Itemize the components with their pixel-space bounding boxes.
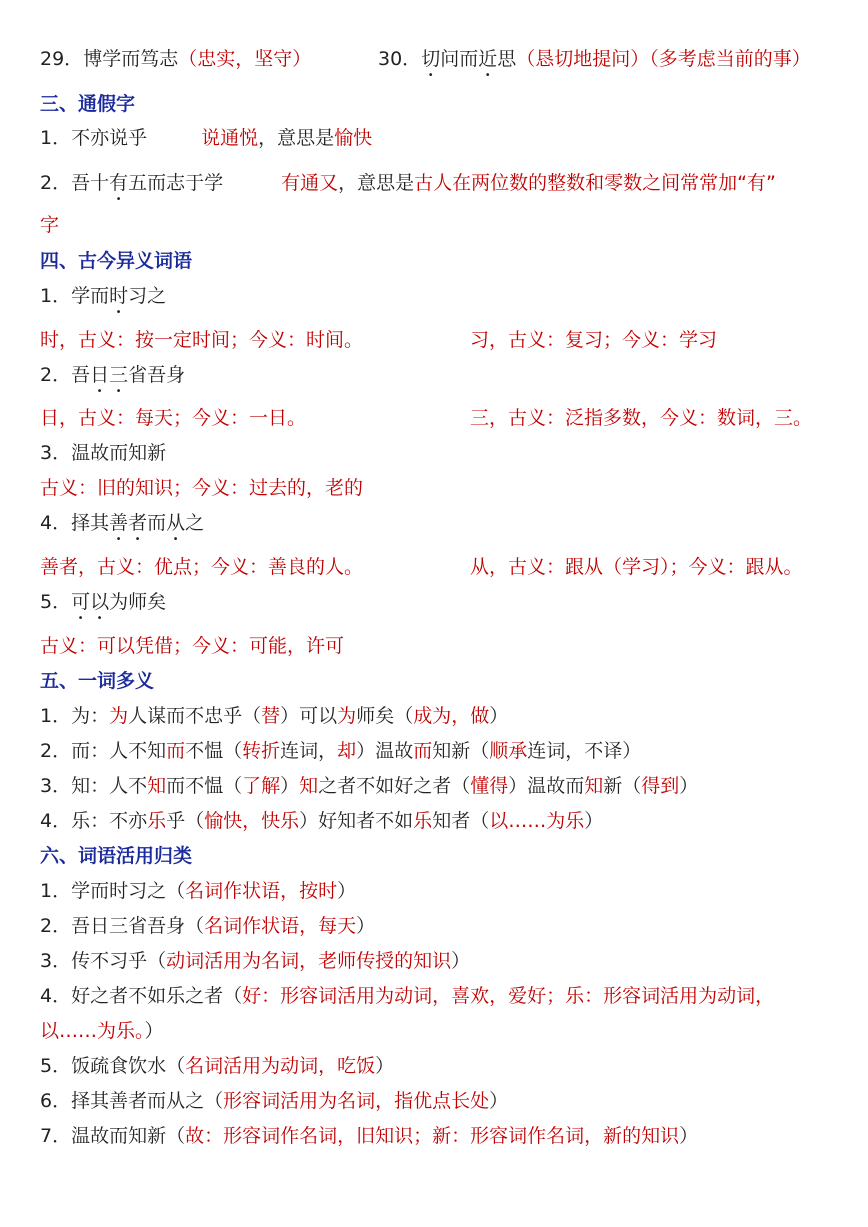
sec6-item-4: [40, 981, 846, 1011]
item-text: ）: [679, 1125, 699, 1147]
sec3-item-2-continued: 字: [40, 214, 60, 236]
item-number: 1．: [40, 880, 72, 902]
emphasis-char: 近: [478, 48, 498, 70]
item-note: 懂得: [470, 775, 509, 797]
item-note: 习，古义：复习；今义：学习: [470, 329, 718, 351]
item-text: 吾日三省吾身（: [71, 915, 205, 937]
item-number: 2．: [40, 364, 72, 386]
item-text: 择其善者而从之（: [71, 1090, 224, 1112]
item-note: 古人在两位数的整数和零数之间常常加“有”: [414, 172, 776, 194]
sec3-item-1: [40, 123, 846, 153]
sec5-item-1: [40, 701, 846, 731]
item-note: 名词作状语，每天: [204, 915, 357, 937]
sec4-item-5-notes: 古义：可以凭借；今义：可能，许可: [40, 635, 345, 657]
item-text: 师矣（: [356, 705, 414, 727]
item-29-30-row: [40, 44, 846, 74]
emphasis-char: 有: [109, 172, 129, 194]
item-number: 1．: [40, 127, 72, 149]
sec4-item-4-notes: [40, 552, 846, 582]
item-number: 4．: [40, 512, 72, 534]
sec4-item-3: [40, 438, 846, 468]
item-text: 而：人不知: [71, 740, 167, 762]
item-number: 2．: [40, 172, 72, 194]
sec5-item-2: [40, 736, 846, 766]
item-number: 5．: [40, 1055, 72, 1077]
item-note: 时，古义：按一定时间；今义：时间。: [40, 329, 364, 351]
item-text: ，意思是: [338, 172, 415, 194]
item-text: 不愠（: [185, 740, 243, 762]
item-number: 1．: [40, 285, 72, 307]
item-text: 温故而知新: [71, 442, 167, 464]
item-text: 之: [185, 512, 205, 534]
item-note: 形容词活用为名词，指优点长处: [223, 1090, 490, 1112]
sec6-item-2: [40, 911, 846, 941]
item-note: 愉快，快乐: [204, 810, 300, 832]
item-text: 而不愠（: [166, 775, 243, 797]
item-note: （恳切地提问）（多考虑当前的事）: [516, 48, 811, 70]
item-number: 2．: [40, 740, 72, 762]
item-text: 思: [497, 48, 517, 70]
item-text: 温故而知新（: [71, 1125, 186, 1147]
item-text: ）: [679, 775, 699, 797]
item-note: 成为，做: [413, 705, 490, 727]
item-text: ）温故: [356, 740, 414, 762]
item-note: 善者，古义：优点；今义：善良的人。: [40, 556, 364, 578]
item-note: 知: [584, 775, 604, 797]
item-text: ）: [584, 810, 604, 832]
item-note: 乐: [147, 810, 167, 832]
emphasis-char: 善者: [109, 512, 148, 534]
sec4-item-3-notes: 古义：旧的知识；今义：过去的，老的: [40, 477, 364, 499]
item-text: ）: [280, 775, 300, 797]
item-text: 新（: [603, 775, 642, 797]
item-note: 而: [166, 740, 186, 762]
item-number: 7．: [40, 1125, 72, 1147]
item-note: 了解: [242, 775, 281, 797]
item-30: [378, 44, 811, 81]
item-number: 2．: [40, 915, 72, 937]
item-note: 顺承: [489, 740, 528, 762]
sec4-item-5: [40, 587, 846, 617]
sec6-item-4-continued: [40, 1016, 846, 1046]
item-number: 3．: [40, 775, 72, 797]
item-text: 连词，: [280, 740, 338, 762]
item-text: ）可以: [280, 705, 338, 727]
sec6-item-3: [40, 946, 846, 976]
item-text: 好之者不如乐之者（: [71, 985, 243, 1007]
item-text: 知新（: [432, 740, 490, 762]
item-text: ）: [489, 705, 509, 727]
section-title-5: 五、一词多义: [40, 670, 155, 692]
emphasis-char: 可: [71, 591, 91, 613]
sec5-item-4: [40, 806, 846, 836]
item-text: ）: [451, 950, 471, 972]
item-text: ）温故而: [508, 775, 585, 797]
item-number: 4．: [40, 985, 72, 1007]
item-text: ）: [356, 915, 376, 937]
item-text: 传不习乎（: [71, 950, 167, 972]
item-note: 有通又: [281, 172, 339, 194]
item-number: 3．: [40, 442, 72, 464]
item-text: 知者（: [432, 810, 490, 832]
item-text: ）: [144, 1020, 164, 1042]
item-text: 人谋而不忠乎（: [128, 705, 262, 727]
emphasis-char: 三: [109, 364, 129, 386]
item-text: 而: [147, 512, 167, 534]
sec5-item-3: [40, 771, 846, 801]
item-note: 好：形容词活用为动词，喜欢，爱好；乐：形容词活用为动词，: [242, 985, 775, 1007]
item-note: 知: [299, 775, 319, 797]
item-text: 不亦说乎: [71, 127, 148, 149]
sec6-item-5: [40, 1051, 846, 1081]
section-title-6: 六、词语活用归类: [40, 845, 193, 867]
sec6-item-6: [40, 1086, 846, 1116]
item-note: 以……为乐。: [40, 1020, 145, 1042]
item-note: 说通悦: [201, 127, 259, 149]
item-text: 学而时习之（: [71, 880, 186, 902]
item-note: 从，古义：跟从（学习）；今义：跟从。: [470, 556, 803, 578]
item-note: 动词活用为名词，老师传授的知识: [166, 950, 452, 972]
item-note: 而: [413, 740, 433, 762]
item-text: ）: [337, 880, 357, 902]
item-text: 乎（: [166, 810, 205, 832]
item-text: 省吾身: [128, 364, 186, 386]
item-note: 名词作状语，按时: [185, 880, 338, 902]
item-text: 吾十: [71, 172, 110, 194]
item-note: 名词活用为动词，吃饭: [185, 1055, 376, 1077]
emphasis-char: 以: [90, 591, 110, 613]
item-text: 连词，不译）: [527, 740, 642, 762]
item-note: 知: [147, 775, 167, 797]
item-text: 知：人不: [71, 775, 148, 797]
item-text: 学而: [71, 285, 110, 307]
item-number: 1．: [40, 705, 72, 727]
item-text: 五而志于学: [128, 172, 224, 194]
sec4-item-1-notes: [40, 325, 846, 355]
item-note: 转折: [242, 740, 281, 762]
item-number: 30．: [378, 48, 422, 70]
emphasis-char: 日: [90, 364, 110, 386]
item-number: 4．: [40, 810, 72, 832]
emphasis-char: 时: [109, 285, 129, 307]
item-number: 29．: [40, 48, 84, 70]
item-note: 为: [337, 705, 357, 727]
item-note: 愉快: [334, 127, 373, 149]
sec4-item-2: [40, 360, 846, 390]
item-text: ）: [489, 1090, 509, 1112]
item-text: ）好知者不如: [299, 810, 414, 832]
item-note: 故：形容词作名词，旧知识；新：形容词作名词，新的知识: [185, 1125, 680, 1147]
section-title-3: 三、通假字: [40, 93, 136, 115]
item-note: （忠实，坚守）: [178, 48, 312, 70]
item-note: 却: [337, 740, 357, 762]
item-text: 乐：不亦: [71, 810, 148, 832]
item-text: 之者不如好之者（: [318, 775, 471, 797]
emphasis-char: 切: [421, 48, 441, 70]
item-note: 以……为乐: [489, 810, 585, 832]
item-number: 6．: [40, 1090, 72, 1112]
sec3-item-2: [40, 168, 846, 198]
item-text: 为：: [71, 705, 110, 727]
sec4-item-4: [40, 508, 846, 538]
item-number: 3．: [40, 950, 72, 972]
section-title-4: 四、古今异义词语: [40, 250, 193, 272]
item-note: 三，古义：泛指多数，今义：数词，三。: [470, 407, 813, 429]
item-number: 5．: [40, 591, 72, 613]
item-text: 问而: [440, 48, 479, 70]
item-text: 择其: [71, 512, 110, 534]
item-text: 为师矣: [109, 591, 167, 613]
item-text: 习之: [128, 285, 167, 307]
item-note: 得到: [641, 775, 680, 797]
emphasis-char: 从: [166, 512, 186, 534]
sec6-item-1: [40, 876, 846, 906]
item-text: ）: [375, 1055, 395, 1077]
sec6-item-7: [40, 1121, 846, 1151]
item-text: ，意思是: [258, 127, 335, 149]
item-note: 替: [261, 705, 281, 727]
item-note: 日，古义：每天；今义：一日。: [40, 407, 307, 429]
item-note: 为: [109, 705, 129, 727]
item-note: 乐: [413, 810, 433, 832]
sec4-item-1: [40, 281, 846, 311]
sec4-item-2-notes: [40, 403, 846, 433]
item-text: 吾: [71, 364, 91, 386]
item-text: 饭疏食饮水（: [71, 1055, 186, 1077]
item-text: 博学而笃志: [83, 48, 179, 70]
